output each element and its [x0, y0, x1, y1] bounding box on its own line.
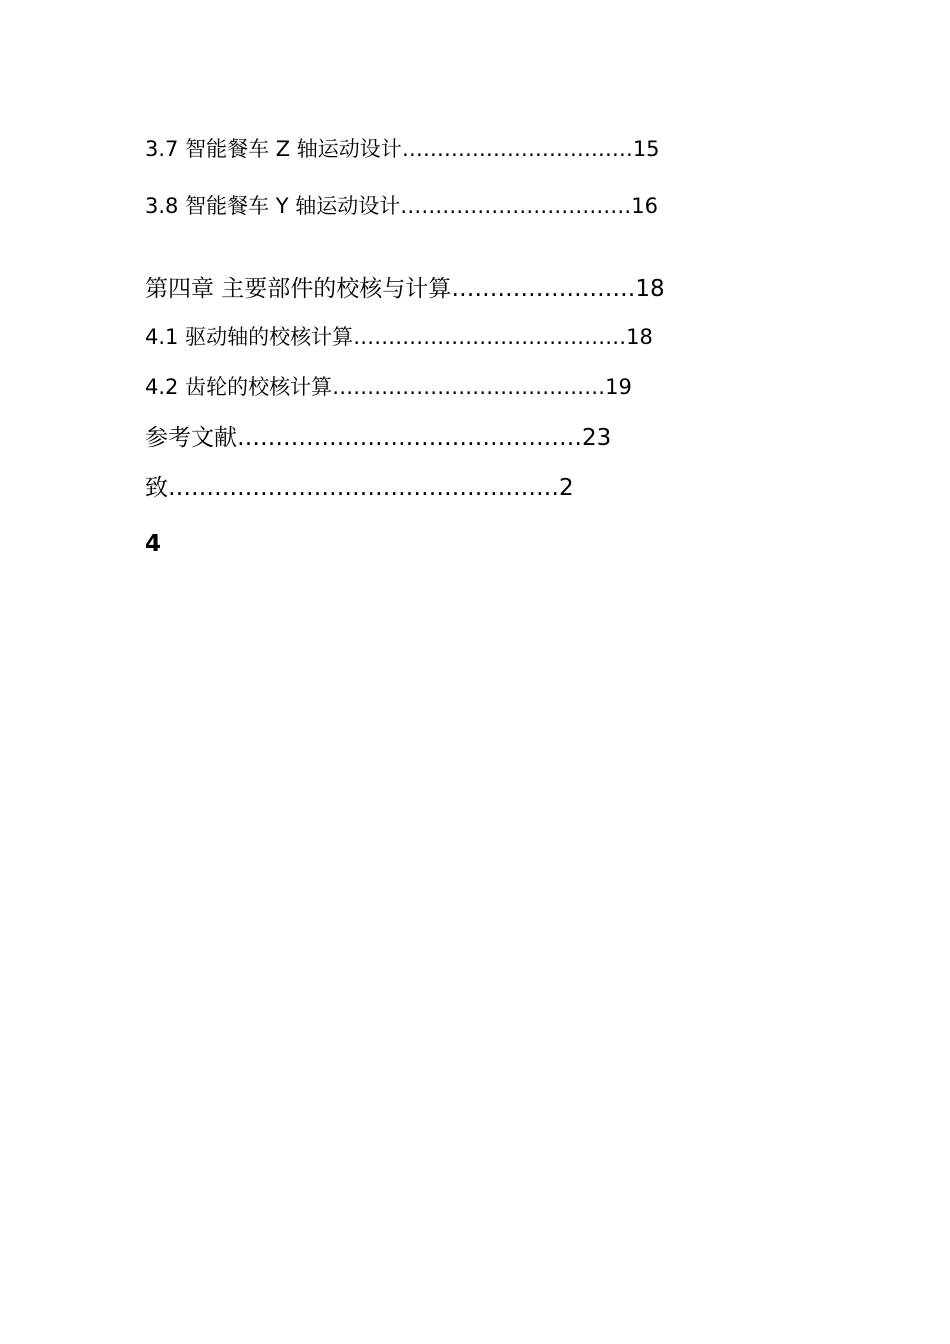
toc-entry-title: 第四章 主要部件的校核与计算: [145, 276, 452, 302]
toc-trailing-page-number: 4: [145, 531, 162, 557]
toc-entry-page: 18: [635, 276, 665, 302]
toc-entry-leader: ………………………………………: [237, 425, 582, 451]
toc-entry-references[interactable]: [145, 427, 611, 450]
toc-entry-title: 4.2 齿轮的校核计算: [145, 375, 333, 399]
toc-entry-acknowledgement[interactable]: [145, 477, 574, 500]
toc-entry-page: 15: [632, 137, 660, 161]
toc-entry-leader: ……………………………: [400, 194, 632, 218]
toc-entry-leader: ……………………………: [401, 137, 633, 161]
toc-entry-title: 4.1 驱动轴的校核计算: [145, 325, 354, 349]
toc-entry-leader: ……………………: [451, 276, 636, 302]
toc-entry-title: 3.7 智能餐车 Z 轴运动设计: [145, 137, 402, 161]
toc-entry-page: 18: [626, 325, 653, 349]
toc-entry-title: 参考文献: [145, 425, 237, 451]
toc-entry-4-2[interactable]: [145, 377, 632, 398]
toc-entry-4-1[interactable]: [145, 327, 653, 348]
toc-entry-page: 2: [559, 475, 574, 501]
toc-entry-page: 23: [582, 425, 612, 451]
toc-entry-leader: …………………………………: [332, 375, 606, 399]
toc-entry-page: 16: [631, 194, 658, 218]
toc-entry-3-8[interactable]: [145, 196, 658, 217]
toc-entry-3-7[interactable]: [145, 139, 660, 160]
toc-entry-leader: …………………………………: [353, 325, 627, 349]
toc-entry-title: 致: [145, 475, 168, 501]
toc-entry-leader: ……………………………………………: [168, 475, 559, 501]
toc-entry-chapter-4[interactable]: [145, 278, 665, 301]
toc-entry-page: 19: [605, 375, 632, 399]
toc-entry-title: 3.8 智能餐车 Y 轴运动设计: [145, 194, 401, 218]
